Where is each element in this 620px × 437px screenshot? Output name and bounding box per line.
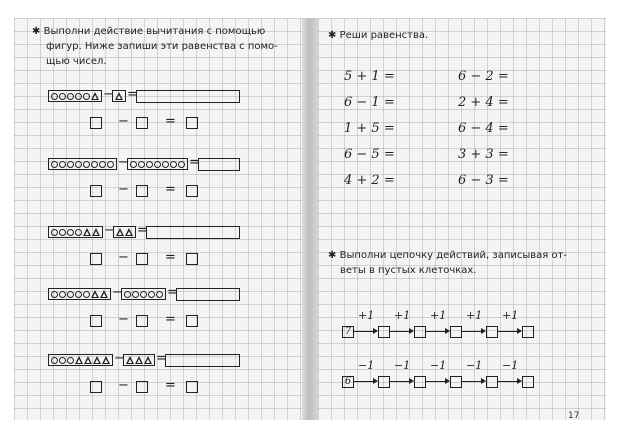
circle-icon bbox=[75, 93, 82, 100]
minus-sign: − bbox=[118, 378, 129, 393]
triangle-icon bbox=[135, 356, 143, 364]
left-page bbox=[14, 18, 302, 420]
circle-icon bbox=[67, 291, 74, 298]
equation: 2 + 4 = bbox=[458, 95, 509, 110]
circle-icon bbox=[148, 291, 155, 298]
figure-strip bbox=[48, 288, 111, 300]
chain-op-label: +1 bbox=[394, 309, 411, 322]
minus-sign: − bbox=[118, 182, 129, 197]
triangle-icon bbox=[116, 228, 124, 236]
minus-sign: − bbox=[118, 114, 129, 129]
triangle-icon bbox=[92, 228, 100, 236]
equation: 6 − 3 = bbox=[458, 173, 509, 188]
instruction-line-1: ✱ Выполни действие вычитания с помощью bbox=[32, 26, 266, 37]
circle-icon bbox=[59, 229, 66, 236]
number-blank bbox=[90, 315, 102, 327]
page-number: 17 bbox=[568, 411, 580, 421]
number-blank bbox=[136, 253, 148, 265]
circle-icon bbox=[107, 161, 114, 168]
task2-line-1: ✱ Выполни цепочку действий, записывая от- bbox=[328, 250, 568, 261]
number-blank bbox=[186, 185, 198, 197]
circle-icon bbox=[75, 161, 82, 168]
number-blank bbox=[136, 315, 148, 327]
answer-box bbox=[165, 354, 240, 367]
number-blank bbox=[90, 253, 102, 265]
equation: 6 − 5 = bbox=[344, 147, 395, 162]
circle-icon bbox=[162, 161, 169, 168]
equation: 4 + 2 = bbox=[344, 173, 395, 188]
star-icon: ✱ bbox=[328, 250, 337, 261]
figure-strip bbox=[127, 158, 188, 170]
triangle-icon bbox=[100, 290, 108, 298]
circle-icon bbox=[154, 161, 161, 168]
triangle-icon bbox=[125, 228, 133, 236]
answer-box bbox=[146, 226, 240, 239]
chain-op-label: −1 bbox=[466, 359, 483, 372]
triangle-icon bbox=[126, 356, 134, 364]
circle-icon bbox=[130, 161, 137, 168]
chain-blank-box bbox=[414, 376, 426, 388]
circle-icon bbox=[59, 161, 66, 168]
circle-icon bbox=[59, 93, 66, 100]
circle-icon bbox=[132, 291, 139, 298]
equals-sign: = bbox=[137, 223, 148, 238]
circle-icon bbox=[156, 291, 163, 298]
arrow bbox=[354, 331, 375, 332]
instruction-line-3: щью чисел. bbox=[46, 56, 107, 67]
answer-box bbox=[198, 158, 240, 171]
circle-icon bbox=[83, 291, 90, 298]
circle-icon bbox=[140, 291, 147, 298]
circle-icon bbox=[67, 357, 74, 364]
circle-icon bbox=[99, 161, 106, 168]
equals-sign: = bbox=[127, 87, 138, 102]
star-icon: ✱ bbox=[32, 26, 41, 37]
chain-op-label: +1 bbox=[358, 309, 375, 322]
equals-sign: = bbox=[165, 114, 176, 129]
chain-op-label: −1 bbox=[502, 359, 519, 372]
circle-icon bbox=[59, 357, 66, 364]
number-blank bbox=[90, 185, 102, 197]
chain-op-label: +1 bbox=[466, 309, 483, 322]
number-blank bbox=[186, 381, 198, 393]
circle-icon bbox=[51, 291, 58, 298]
number-blank bbox=[90, 381, 102, 393]
circle-icon bbox=[83, 93, 90, 100]
right-page bbox=[318, 18, 606, 420]
number-blank bbox=[90, 117, 102, 129]
chain-start-box: 6 bbox=[342, 376, 354, 388]
arrow bbox=[426, 381, 447, 382]
chain-blank-box bbox=[414, 326, 426, 338]
equals-sign: = bbox=[167, 285, 178, 300]
equation: 5 + 1 = bbox=[344, 69, 395, 84]
equation: 1 + 5 = bbox=[344, 121, 395, 136]
number-blank bbox=[136, 185, 148, 197]
number-blank bbox=[136, 117, 148, 129]
circle-icon bbox=[178, 161, 185, 168]
arrow bbox=[426, 331, 447, 332]
circle-icon bbox=[146, 161, 153, 168]
equation: 6 − 1 = bbox=[344, 95, 395, 110]
arrow bbox=[354, 381, 375, 382]
chain-blank-box bbox=[486, 326, 498, 338]
figure-strip bbox=[113, 226, 136, 238]
triangle-icon bbox=[91, 290, 99, 298]
chain-start-box: 7 bbox=[342, 326, 354, 338]
triangle-icon bbox=[93, 356, 101, 364]
figure-strip bbox=[112, 90, 126, 102]
equals-sign: = bbox=[165, 312, 176, 327]
chain-op-label: −1 bbox=[358, 359, 375, 372]
answer-box bbox=[136, 90, 240, 103]
chain-blank-box bbox=[486, 376, 498, 388]
circle-icon bbox=[67, 161, 74, 168]
circle-icon bbox=[59, 291, 66, 298]
number-blank bbox=[186, 253, 198, 265]
chain-blank-box bbox=[522, 376, 534, 388]
minus-sign: − bbox=[112, 285, 123, 300]
triangle-icon bbox=[84, 356, 92, 364]
minus-sign: − bbox=[104, 223, 115, 238]
figure-strip bbox=[121, 288, 166, 300]
circle-icon bbox=[124, 291, 131, 298]
equation: 6 − 2 = bbox=[458, 69, 509, 84]
equals-sign: = bbox=[165, 250, 176, 265]
figure-strip bbox=[48, 226, 103, 238]
minus-sign: − bbox=[114, 351, 125, 366]
instruction-line-2: фигур. Ниже запиши эти равенства с помо- bbox=[46, 41, 278, 52]
triangle-icon bbox=[115, 92, 123, 100]
chain-op-label: −1 bbox=[394, 359, 411, 372]
circle-icon bbox=[83, 161, 90, 168]
chain-op-label: +1 bbox=[502, 309, 519, 322]
chain-op-label: +1 bbox=[430, 309, 447, 322]
arrow bbox=[390, 381, 411, 382]
equals-sign: = bbox=[156, 351, 167, 366]
equation: 6 − 4 = bbox=[458, 121, 509, 136]
arrow bbox=[390, 331, 411, 332]
triangle-icon bbox=[75, 356, 83, 364]
equation: 3 + 3 = bbox=[458, 147, 509, 162]
minus-sign: − bbox=[118, 312, 129, 327]
circle-icon bbox=[51, 161, 58, 168]
triangle-icon bbox=[83, 228, 91, 236]
answer-box bbox=[176, 288, 240, 301]
number-blank bbox=[136, 381, 148, 393]
book-spine bbox=[302, 18, 318, 420]
circle-icon bbox=[91, 161, 98, 168]
equals-sign: = bbox=[189, 155, 200, 170]
circle-icon bbox=[67, 93, 74, 100]
equals-sign: = bbox=[165, 182, 176, 197]
circle-icon bbox=[51, 357, 58, 364]
chain-blank-box bbox=[450, 326, 462, 338]
figure-strip bbox=[48, 158, 117, 170]
figure-strip bbox=[123, 354, 155, 366]
number-blank bbox=[186, 315, 198, 327]
chain-blank-box bbox=[378, 376, 390, 388]
figure-strip bbox=[48, 90, 102, 102]
circle-icon bbox=[75, 229, 82, 236]
circle-icon bbox=[67, 229, 74, 236]
chain-blank-box bbox=[522, 326, 534, 338]
task1-title: ✱ Реши равенства. bbox=[328, 30, 429, 41]
minus-sign: − bbox=[103, 87, 114, 102]
arrow bbox=[498, 381, 519, 382]
triangle-icon bbox=[91, 92, 99, 100]
triangle-icon bbox=[144, 356, 152, 364]
equals-sign: = bbox=[165, 378, 176, 393]
chain-op-label: −1 bbox=[430, 359, 447, 372]
arrow bbox=[462, 381, 483, 382]
task2-line-2: веты в пустых клеточках. bbox=[340, 265, 477, 276]
minus-sign: − bbox=[118, 155, 129, 170]
figure-strip bbox=[48, 354, 113, 366]
circle-icon bbox=[51, 93, 58, 100]
minus-sign: − bbox=[118, 250, 129, 265]
circle-icon bbox=[51, 229, 58, 236]
number-blank bbox=[186, 117, 198, 129]
arrow bbox=[498, 331, 519, 332]
arrow bbox=[462, 331, 483, 332]
circle-icon bbox=[75, 291, 82, 298]
triangle-icon bbox=[102, 356, 110, 364]
chain-blank-box bbox=[378, 326, 390, 338]
star-icon: ✱ bbox=[328, 30, 337, 41]
chain-blank-box bbox=[450, 376, 462, 388]
circle-icon bbox=[138, 161, 145, 168]
circle-icon bbox=[170, 161, 177, 168]
